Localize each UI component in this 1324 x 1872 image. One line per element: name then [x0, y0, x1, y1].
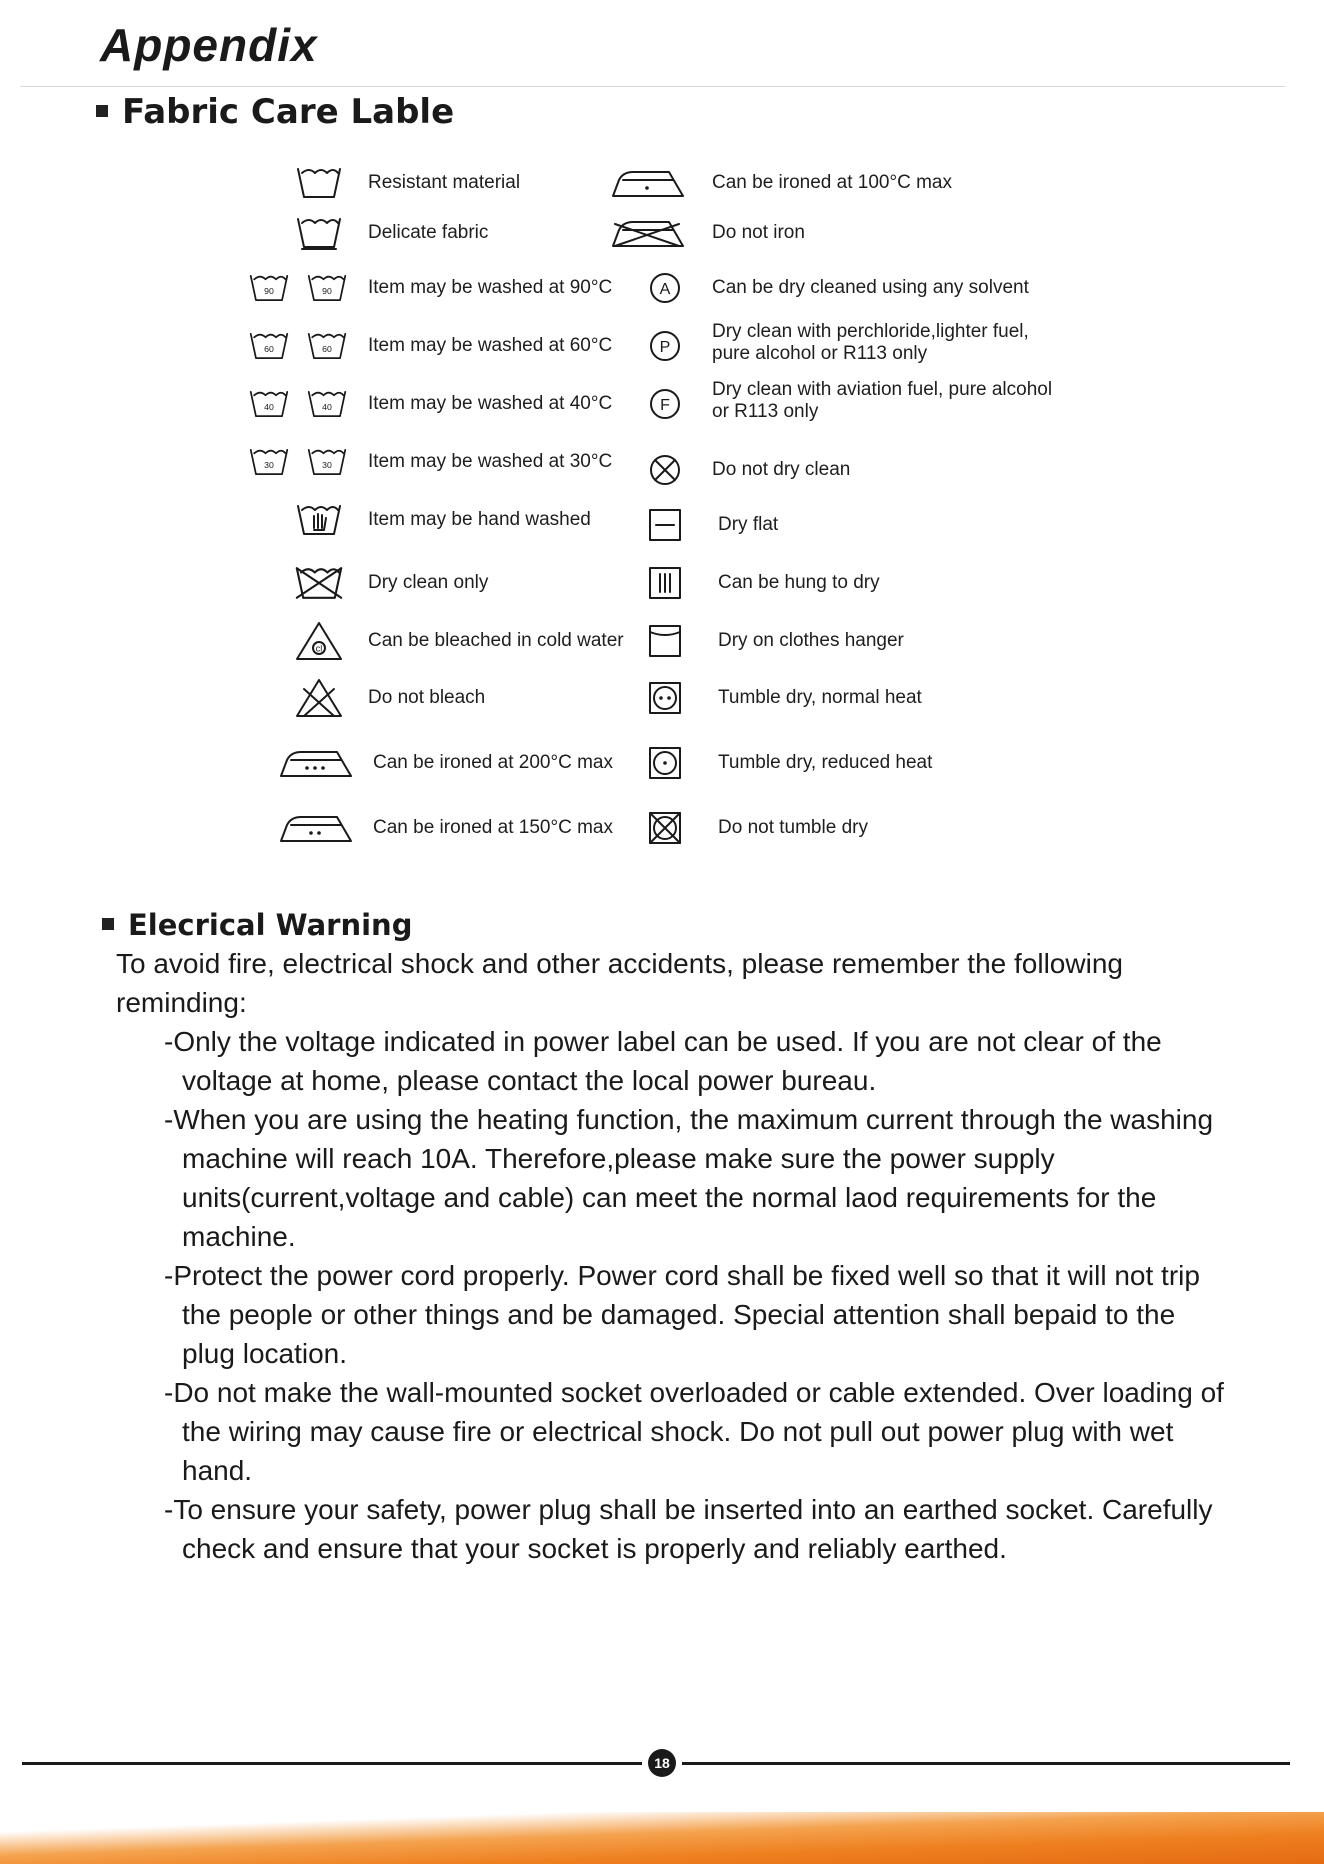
care-row-right — [0, 805, 1324, 859]
header-rule — [20, 86, 1285, 87]
care-label: Dry clean only — [368, 572, 489, 593]
care-row-right — [0, 447, 1324, 501]
page-title: Appendix — [100, 19, 318, 71]
electrical-warning-title: Elecrical Warning — [128, 908, 413, 942]
tumble-reduced-icon — [636, 740, 694, 786]
svg-text:60: 60 — [322, 344, 332, 355]
care-row-right — [0, 675, 1324, 729]
care-label: Tumble dry, normal heat — [718, 687, 922, 708]
warning-item: -Only the voltage indicated in power label can be used. If you are not clear of the voltage at home, please contact the local power bureau. — [164, 1026, 1162, 1096]
dry-flat-icon — [636, 502, 694, 548]
warning-item: -To ensure your safety, power plug shall be inserted into an earthed socket. Carefully check and ensure that your socket is properly and reliably earthed. — [164, 1494, 1213, 1564]
footer-rule-left — [22, 1762, 642, 1765]
svg-text:40: 40 — [322, 402, 332, 413]
svg-text:F: F — [660, 397, 670, 414]
fabric-care-heading — [96, 92, 454, 132]
care-label: Do not tumble dry — [718, 817, 868, 838]
care-label: Dry on clothes hanger — [718, 630, 904, 651]
footer-rule-right — [682, 1762, 1290, 1765]
fabric-care-title: Fabric Care Lable — [122, 92, 455, 132]
svg-text:90: 90 — [264, 286, 274, 297]
tumble-normal-icon — [636, 675, 694, 721]
care-row-right — [0, 160, 1324, 214]
care-label: Do not iron — [712, 222, 805, 243]
care-row-right — [0, 560, 1324, 614]
svg-text:cl: cl — [315, 643, 323, 654]
svg-text:P: P — [659, 339, 671, 356]
care-label: Do not bleach — [368, 687, 486, 708]
square-bullet-icon — [96, 105, 108, 117]
care-label: Item may be washed at 60°C — [368, 335, 613, 356]
electrical-warning-body — [116, 944, 1226, 1568]
care-row-right — [0, 381, 1324, 435]
care-label: Item may be hand washed — [368, 509, 591, 530]
page-number: 18 — [648, 1749, 676, 1777]
care-label: Can be ironed at 200°C max — [373, 752, 613, 773]
care-row-right — [0, 210, 1324, 264]
warning-intro: To avoid fire, electrical shock and other accidents, please remember the following reminding: — [116, 948, 1123, 1018]
care-label: Do not dry clean — [712, 459, 851, 480]
svg-text:30: 30 — [264, 460, 274, 471]
line-dry-icon — [636, 560, 694, 606]
care-label: Resistant material — [368, 172, 521, 193]
care-label: Can be ironed at 100°C max — [712, 172, 952, 193]
care-label: Dry clean with perchloride,lighter fuel, pure alcohol or R113 only — [712, 321, 1029, 364]
do-not-iron-icon — [608, 210, 688, 256]
care-row-right — [0, 502, 1324, 556]
care-label: Tumble dry, reduced heat — [718, 752, 933, 773]
do-not-dry-clean-icon — [636, 447, 694, 493]
care-label: Dry flat — [718, 514, 779, 535]
footer-color-band — [0, 1812, 1324, 1864]
care-label: Item may be washed at 90°C — [368, 277, 613, 298]
svg-text:A: A — [659, 281, 671, 298]
care-label: Delicate fabric — [368, 222, 489, 243]
care-label: Can be dry cleaned using any solvent — [712, 277, 1029, 298]
care-label: Can be bleached in cold water — [368, 630, 624, 651]
do-not-tumble-icon — [636, 805, 694, 851]
care-label: Item may be washed at 40°C — [368, 393, 613, 414]
care-row-right — [0, 740, 1324, 794]
svg-text:30: 30 — [322, 460, 332, 471]
svg-text:60: 60 — [264, 344, 274, 355]
care-label: Item may be washed at 30°C — [368, 451, 613, 472]
electrical-warning-heading — [102, 908, 412, 942]
care-row-right — [0, 323, 1324, 377]
dry-clean-f-icon — [636, 381, 694, 427]
svg-text:40: 40 — [264, 402, 274, 413]
care-row-right — [0, 618, 1324, 672]
dry-clean-p-icon — [636, 323, 694, 369]
care-label: Can be hung to dry — [718, 572, 880, 593]
care-row-right — [0, 265, 1324, 319]
warning-item: -Protect the power cord properly. Power cord shall be fixed well so that it will not trip the people or other things and be damaged. Special attention shall bepaid to the plug location. — [164, 1260, 1200, 1369]
warning-item: -When you are using the heating function, the maximum current through the washing machine will reach 10A. Therefore,please make sure the power supply units(current,voltage and cable) can meet the normal laod requirements for the machine. — [164, 1104, 1214, 1252]
care-label: Can be ironed at 150°C max — [373, 817, 613, 838]
dry-clean-any-solvent-icon — [636, 265, 694, 311]
iron-100-icon — [608, 160, 688, 206]
fabric-care-table — [0, 160, 1324, 880]
square-bullet-icon — [102, 918, 114, 930]
warning-list — [116, 1022, 1226, 1568]
warning-item: -Do not make the wall-mounted socket overloaded or cable extended. Over loading of the wiring may cause fire or electrical shock. Do not pull out power plug with wet hand. — [164, 1377, 1224, 1486]
drip-dry-hanger-icon — [636, 618, 694, 664]
svg-text:90: 90 — [322, 286, 332, 297]
care-label: Dry clean with aviation fuel, pure alcohol or R113 only — [712, 379, 1053, 422]
